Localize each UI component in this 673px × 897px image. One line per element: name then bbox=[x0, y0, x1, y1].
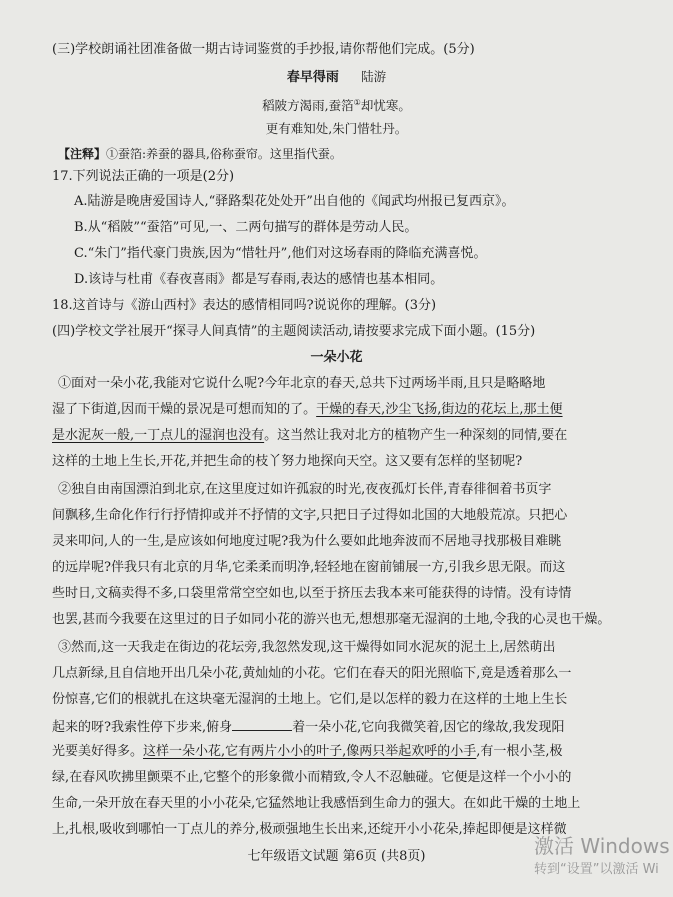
poem-title: 春早得雨 bbox=[286, 70, 339, 85]
p2-line-1: ②独自由南国漂泊到北京,在这里度过如许孤寂的时光,夜夜孤灯长伴,青春徘徊着书页字 bbox=[58, 482, 552, 497]
p1-line-4: 这样的土地上生长,开花,并把生命的枝丫努力地探向天空。这又要有怎样的坚韧呢? bbox=[52, 454, 523, 469]
poem-heading bbox=[0, 69, 673, 86]
p3-line-5 bbox=[52, 744, 563, 760]
poem-line-2: 更有难知处,朱门惜牡丹。 bbox=[265, 121, 408, 136]
q17-option-c: C.“朱门”指代豪门贵族,因为“惜牡丹”,他们对这场春雨的降临充满喜悦。 bbox=[74, 246, 487, 261]
p3-underlined-sentence: 这样一朵小花,它有两片小小的叶子,像两只举起欢呼的小手 bbox=[143, 744, 477, 759]
activation-watermark-subtitle: 转到“设置”以激活 Wi bbox=[534, 862, 659, 877]
annotation bbox=[58, 146, 342, 162]
p3-line-1: ③然而,这一天我走在街边的花坛旁,我忽然发现,这干燥得如同水泥灰的泥土上,居然萌出 bbox=[58, 640, 556, 655]
p1-underlined-sentence: 干燥的春天,沙尘飞扬,街边的花坛上,那土便 bbox=[316, 402, 563, 417]
p3-line-8: 上,扎根,吸收到哪怕一丁点儿的养分,极顽强地生长出来,还绽开小小花朵,捧起即便是这样微 bbox=[52, 822, 567, 837]
q17-option-b: B.从“稻陂”“蚕箔”可见,一、二两句描写的群体是劳动人民。 bbox=[74, 220, 418, 235]
section3-heading: (三)学校朗诵社团准备做一期古诗词鉴赏的手抄报,请你帮他们完成。(5分) bbox=[52, 42, 475, 57]
p2-line-5: 些时日,文稿卖得不多,口袋里常常空空如也,以至于挤压去我本来可能获得的诗情。没有诗情 bbox=[52, 586, 572, 601]
q17-stem: 17.下列说法正确的一项是(2分) bbox=[52, 169, 235, 184]
p2-line-2: 间飘移,生命化作行行抒情抑或并不抒情的文字,只把日子过得如北国的大地般荒凉。只把心 bbox=[52, 508, 568, 523]
p1-line-2 bbox=[52, 402, 563, 418]
p3-line-5-text: 光要美好得多。 bbox=[52, 744, 144, 759]
poem-line-1-text: 稻陂方渴雨,蚕箔 bbox=[262, 98, 354, 114]
section4-heading: (四)学校文学社展开“探寻人间真情”的主题阅读活动,请按要求完成下面小题。(15分) bbox=[52, 324, 536, 339]
q17-option-a: A.陆游是晚唐爱国诗人,“驿路梨花处处开”出自他的《闻武均州报已复西京》。 bbox=[74, 194, 515, 209]
p1-line-1: ①面对一朵小花,我能对它说什么呢?今年北京的春天,总共下过两场半雨,且只是略略地 bbox=[58, 376, 546, 391]
annotation-label: 【注释】 bbox=[58, 147, 107, 161]
p2-line-3: 灵来叩问,人的一生,是应该如何地度过呢?我为什么要如此地奔波而不居地寻找那极目难眺 bbox=[52, 534, 562, 549]
p1-line-3 bbox=[52, 428, 567, 444]
p2-line-6: 也罢,甚而今我要在这里过的日子如同小花的游兴也无,想想那毫无湿润的土地,令我的心灵也干燥。 bbox=[52, 612, 611, 627]
p1-line-3-text: 。这当然让我对北方的植物产生一种深刻的同情,要在 bbox=[264, 428, 568, 443]
p3-line-6: 绿,在春风吹拂里颤栗不止,它整个的形象微小而精致,令人不忍触碰。它便是这样一个小小的 bbox=[52, 770, 572, 785]
annotation-text: ①蚕箔:养蚕的器具,俗称蚕帘。这里指代蚕。 bbox=[106, 147, 342, 161]
poem-line-1-text-end: 却忧寒。 bbox=[360, 98, 411, 114]
poem-author: 陆游 bbox=[361, 69, 387, 84]
p3-line-2: 几点新绿,且自信地开出几朵小花,黄灿灿的小花。它们在春天的阳光照临下,竟是透着那么一 bbox=[52, 666, 572, 681]
q18-stem: 18.这首诗与《游山西村》表达的感情相同吗?说说你的理解。(3分) bbox=[52, 298, 437, 313]
activation-watermark-title: 激活 Windows bbox=[534, 834, 670, 858]
footnote-marker: ① bbox=[353, 98, 361, 107]
p3-line-4-text: 起来的呀?我索性停下步来,俯身 bbox=[52, 720, 233, 735]
p3-line-3: 份惊喜,它们的根就扎在这块毫无湿润的土地上。它们,是以怎样的毅力在这样的土地上生长 bbox=[52, 692, 568, 707]
article-title: 一朵小花 bbox=[310, 350, 363, 365]
p1-line-2-text: 湿了下街道,因而干燥的景况是可想而知的了。 bbox=[52, 402, 317, 417]
answer-blank[interactable] bbox=[232, 718, 292, 731]
p3-line-4 bbox=[52, 718, 565, 736]
p3-line-5-text-end: ,有一根小茎,极 bbox=[476, 744, 563, 759]
p3-line-7: 生命,一朵开放在春天里的小小花朵,它猛然地让我感悟到生命力的强大。在如此干燥的土地上 bbox=[52, 796, 581, 811]
page-footer: 七年级语文试题 第6页 (共8页) bbox=[247, 849, 426, 864]
poem-line-1 bbox=[0, 95, 673, 114]
p3-line-4-text-end: 着一朵小花,它向我微笑着,因它的缘故,我发现阳 bbox=[292, 720, 565, 735]
p1-underlined-sentence-end: 是水泥灰一般,一丁点儿的湿润也没有 bbox=[52, 428, 265, 443]
q17-option-d: D.该诗与杜甫《春夜喜雨》都是写春雨,表达的感情也基本相同。 bbox=[74, 272, 444, 287]
p2-line-4: 的远岸呢?伴我只有北京的月华,它柔柔而明净,轻轻地在窗前铺展一方,引我乡思无限。而这 bbox=[52, 560, 566, 575]
